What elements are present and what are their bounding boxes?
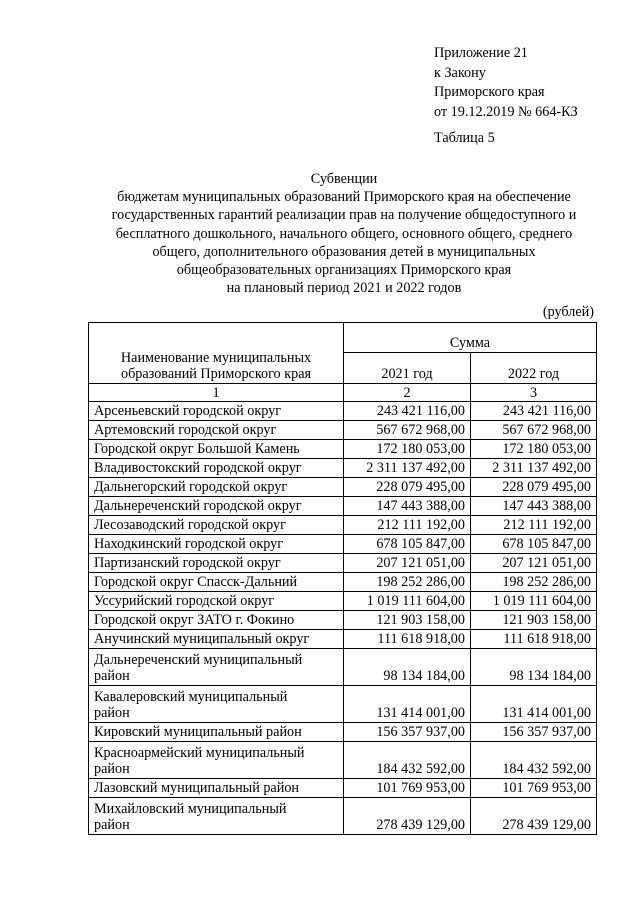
amount-2021-cell: 567 672 968,00 [344,421,471,440]
municipality-name-line: Кавалеровский муниципальный [94,688,288,705]
table-body [89,402,597,835]
amount-2021-cell: 228 079 495,00 [344,478,471,497]
municipality-name-cell [89,686,344,723]
municipality-name-cell [89,497,344,516]
municipality-name-line: Михайловский муниципальный [94,800,287,817]
municipality-name-line: район [94,668,130,685]
amount-2021-cell: 212 111 192,00 [344,516,471,535]
title-line: общего, дополнительного образования детей в муниципальных [152,243,536,260]
amount-2022-cell: 278 439 129,00 [471,798,597,835]
header-2022-cell: 2022 год [471,353,597,384]
amount-2022-cell: 678 105 847,00 [471,535,597,554]
units-label: (рублей) [542,304,594,320]
municipality-name-line: район [94,705,130,722]
table-row [89,402,597,421]
amount-2022-cell: 212 111 192,00 [471,516,597,535]
table-row [89,779,597,798]
amount-2022-cell: 101 769 953,00 [471,779,597,798]
title-line: государственных гарантий реализации прав на получение общедоступного и [111,207,577,224]
annex-line: от 19.12.2019 № 664-КЗ [434,103,578,120]
municipality-name-line: Находкинский городской округ [94,536,284,553]
title-line: общеобразовательных организациях Приморского края [176,262,512,279]
table-row [89,516,597,535]
municipality-name-cell [89,630,344,649]
amount-2021-cell: 101 769 953,00 [344,779,471,798]
amount-2021-cell: 131 414 001,00 [344,686,471,723]
municipality-name-cell [89,402,344,421]
municipality-name-cell [89,649,344,686]
municipality-name-cell [89,478,344,497]
municipality-name-cell [89,421,344,440]
amount-2022-cell: 184 432 592,00 [471,742,597,779]
amount-2021-cell: 278 439 129,00 [344,798,471,835]
amount-2022-cell: 121 903 158,00 [471,611,597,630]
table-number: Таблица 5 [434,130,495,146]
title-line: бесплатного дошкольного, начального общего, основного общего, среднего [115,225,573,242]
annex-line: к Закону [434,64,486,81]
municipality-name-line: Дальнереченский городской округ [94,498,302,515]
municipality-name-line: Красноармейский муниципальный [94,744,305,761]
amount-2021-cell: 1 019 111 604,00 [344,592,471,611]
amount-2021-cell: 184 432 592,00 [344,742,471,779]
amount-2021-cell: 198 252 286,00 [344,573,471,592]
municipality-name-line: Лазовский муниципальный район [94,780,300,797]
amount-2021-cell: 243 421 116,00 [344,402,471,421]
header-sum-cell: Сумма [344,323,597,353]
amount-2021-cell: 678 105 847,00 [344,535,471,554]
table-row [89,592,597,611]
table-row [89,573,597,592]
municipality-name-cell [89,798,344,835]
amount-2021-cell: 207 121 051,00 [344,554,471,573]
municipality-name-cell [89,535,344,554]
header-name-line: Наименование муниципальных [120,349,312,366]
table-row [89,723,597,742]
municipality-name-line: Лесозаводский городской округ [94,517,286,534]
header-name-line: образований Приморского края [120,366,312,383]
amount-2022-cell: 111 618 918,00 [471,630,597,649]
column-index: 1 [89,384,344,402]
municipality-name-line: район [94,817,130,834]
amount-2021-cell: 147 443 388,00 [344,497,471,516]
header-2021-cell: 2021 год [344,353,471,384]
header-row [89,323,597,353]
amount-2021-cell: 98 134 184,00 [344,649,471,686]
amount-2022-cell: 228 079 495,00 [471,478,597,497]
amount-2022-cell: 131 414 001,00 [471,686,597,723]
annex-block [434,44,578,122]
municipality-name-line: Анучинский муниципальный округ [94,631,310,648]
amount-2022-cell: 98 134 184,00 [471,649,597,686]
annex-line: Приложение 21 [434,45,528,61]
amount-2022-cell: 2 311 137 492,00 [471,459,597,478]
table-row [89,497,597,516]
municipality-name-line: Кировский муниципальный район [94,724,302,741]
municipality-name-line: Артемовский городской округ [94,422,277,439]
table-row [89,742,597,779]
amount-2022-cell: 156 357 937,00 [471,723,597,742]
municipality-name-cell [89,459,344,478]
municipality-name-cell [89,573,344,592]
municipality-name-cell [89,723,344,742]
amount-2022-cell: 147 443 388,00 [471,497,597,516]
municipality-name-line: Партизанский городской округ [94,555,281,572]
municipality-name-cell [89,611,344,630]
column-index-row [89,384,597,402]
municipality-name-line: Владивостокский городской округ [94,460,302,477]
table-row [89,421,597,440]
column-index: 3 [471,384,597,402]
municipality-name-line: Дальнереченский муниципальный [94,651,303,668]
table-row [89,798,597,835]
municipality-name-line: Городской округ Большой Камень [94,441,300,458]
amount-2022-cell: 198 252 286,00 [471,573,597,592]
annex-line: Приморского края [434,84,545,101]
municipality-name-line: Городской округ ЗАТО г. Фокино [94,612,295,629]
title-line: Субвенции [310,171,378,187]
table-row [89,649,597,686]
header-name-cell [89,323,344,384]
municipality-name-cell [89,779,344,798]
municipality-name-cell [89,742,344,779]
municipality-name-cell [89,554,344,573]
municipality-name-line: район [94,761,130,778]
amount-2022-cell: 207 121 051,00 [471,554,597,573]
municipality-name-line: Городской округ Спасск-Дальний [94,574,298,591]
amount-2021-cell: 156 357 937,00 [344,723,471,742]
column-index: 2 [344,384,471,402]
subsidy-table [88,322,597,835]
title-line: бюджетам муниципальных образований Приморского края на обеспечение [117,189,571,206]
table-row [89,459,597,478]
amount-2022-cell: 243 421 116,00 [471,402,597,421]
municipality-name-line: Арсеньевский городской округ [94,403,282,420]
municipality-name-cell [89,592,344,611]
municipality-name-cell [89,440,344,459]
table-row [89,686,597,723]
table-row [89,611,597,630]
amount-2022-cell: 567 672 968,00 [471,421,597,440]
amount-2021-cell: 121 903 158,00 [344,611,471,630]
table-row [89,478,597,497]
document-title [86,170,602,297]
amount-2022-cell: 1 019 111 604,00 [471,592,597,611]
amount-2021-cell: 2 311 137 492,00 [344,459,471,478]
amount-2021-cell: 111 618 918,00 [344,630,471,649]
table-row [89,535,597,554]
municipality-name-line: Уссурийский городской округ [94,593,275,610]
amount-2021-cell: 172 180 053,00 [344,440,471,459]
municipality-name-cell [89,516,344,535]
table-row [89,554,597,573]
amount-2022-cell: 172 180 053,00 [471,440,597,459]
table-row [89,630,597,649]
title-line: на плановый период 2021 и 2022 годов [226,280,462,297]
table-row [89,440,597,459]
municipality-name-line: Дальнегорский городской округ [94,479,288,496]
